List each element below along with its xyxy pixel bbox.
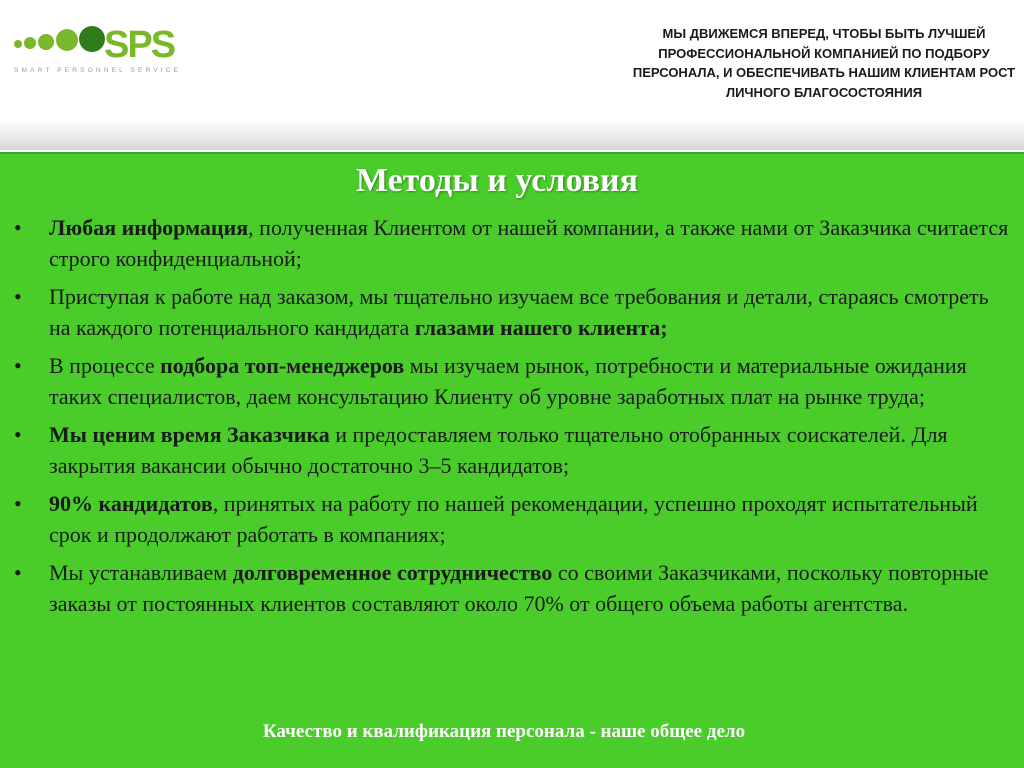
bullet-list: [14, 212, 1010, 626]
slide-footer: Качество и квалификация персонала - наше общее дело: [262, 721, 746, 742]
bullet-text: , полученная Клиентом от нашей компании, а также нами от Заказчика считается строго конфиденциальной;: [49, 215, 1009, 271]
bullet-item: [14, 488, 1010, 550]
bullet-text: Приступая к работе над заказом, мы тщательно изучаем все требования и детали, стараясь смотреть на каждого потенциального кандидата: [49, 284, 989, 340]
bullet-text: и предоставляем только тщательно отобранных соискателей. Для закрытия вакансии обычно достаточно 3–5 кандидатов;: [49, 422, 948, 478]
company-slogan: МЫ ДВИЖЕМСЯ ВПЕРЕД, ЧТОБЫ БЫТЬ ЛУЧШЕЙ ПРОФЕССИОНАЛЬНОЙ КОМПАНИЕЙ ПО ПОДБОРУ ПЕРСОНАЛА, И ОБЕСПЕЧИВАТЬ НАШИМ КЛИЕНТАМ РОСТ ЛИЧНОГО БЛАГОСОСТОЯНИЯ: [632, 26, 1016, 100]
bullet-text: Мы устанавливаем: [49, 560, 233, 585]
slide-title: Методы и условия: [356, 162, 638, 199]
logo-dot-1: [14, 40, 22, 48]
bullet-item: [14, 419, 1010, 481]
bullet-icon: •: [14, 422, 22, 447]
logo-subtitle: SMART PERSONNEL SERVICE: [14, 67, 182, 74]
bullet-text: со своими Заказчиками, поскольку повторные заказы от постоянных клиентов составляют около 70% от общего объема работы агентства.: [49, 560, 989, 616]
header: [0, 0, 1024, 150]
bullet-text: мы изучаем рынок, потребности и материальные ожидания таких специалистов, даем консультацию Клиенту об уровне заработных плат на рынке труда;: [49, 353, 967, 409]
bullet-icon: •: [14, 284, 22, 309]
bullet-item: [14, 212, 1010, 274]
bullet-highlight: 90% кандидатов: [49, 491, 213, 516]
bullet-icon: •: [14, 215, 22, 240]
logo-dot-3: [38, 34, 54, 50]
bullet-item: [14, 557, 1010, 619]
logo-dot-2: [24, 37, 36, 49]
logo-text: SPS: [104, 24, 175, 66]
bullet-icon: •: [14, 353, 22, 378]
bullet-highlight: долговременное сотрудничество: [232, 560, 553, 585]
sps-logo: [12, 18, 197, 78]
logo-dot-5: [79, 26, 105, 52]
logo-dot-4: [56, 29, 78, 51]
bullet-text: В процессе: [49, 353, 161, 378]
slide-body: [0, 152, 1024, 768]
bullet-text: , принятых на работу по нашей рекомендации, успешно проходят испытательный срок и продолжают работать в компаниях;: [49, 491, 978, 547]
bullet-item: [14, 281, 1010, 343]
bullet-highlight: Мы ценим время Заказчика: [49, 422, 330, 447]
bullet-icon: •: [14, 491, 22, 516]
bullet-icon: •: [14, 560, 22, 585]
bullet-highlight: Любая информация: [49, 215, 249, 240]
bullet-highlight: подбора топ-менеджеров: [160, 353, 405, 378]
bullet-highlight: глазами нашего клиента;: [414, 315, 668, 340]
bullet-item: [14, 350, 1010, 412]
